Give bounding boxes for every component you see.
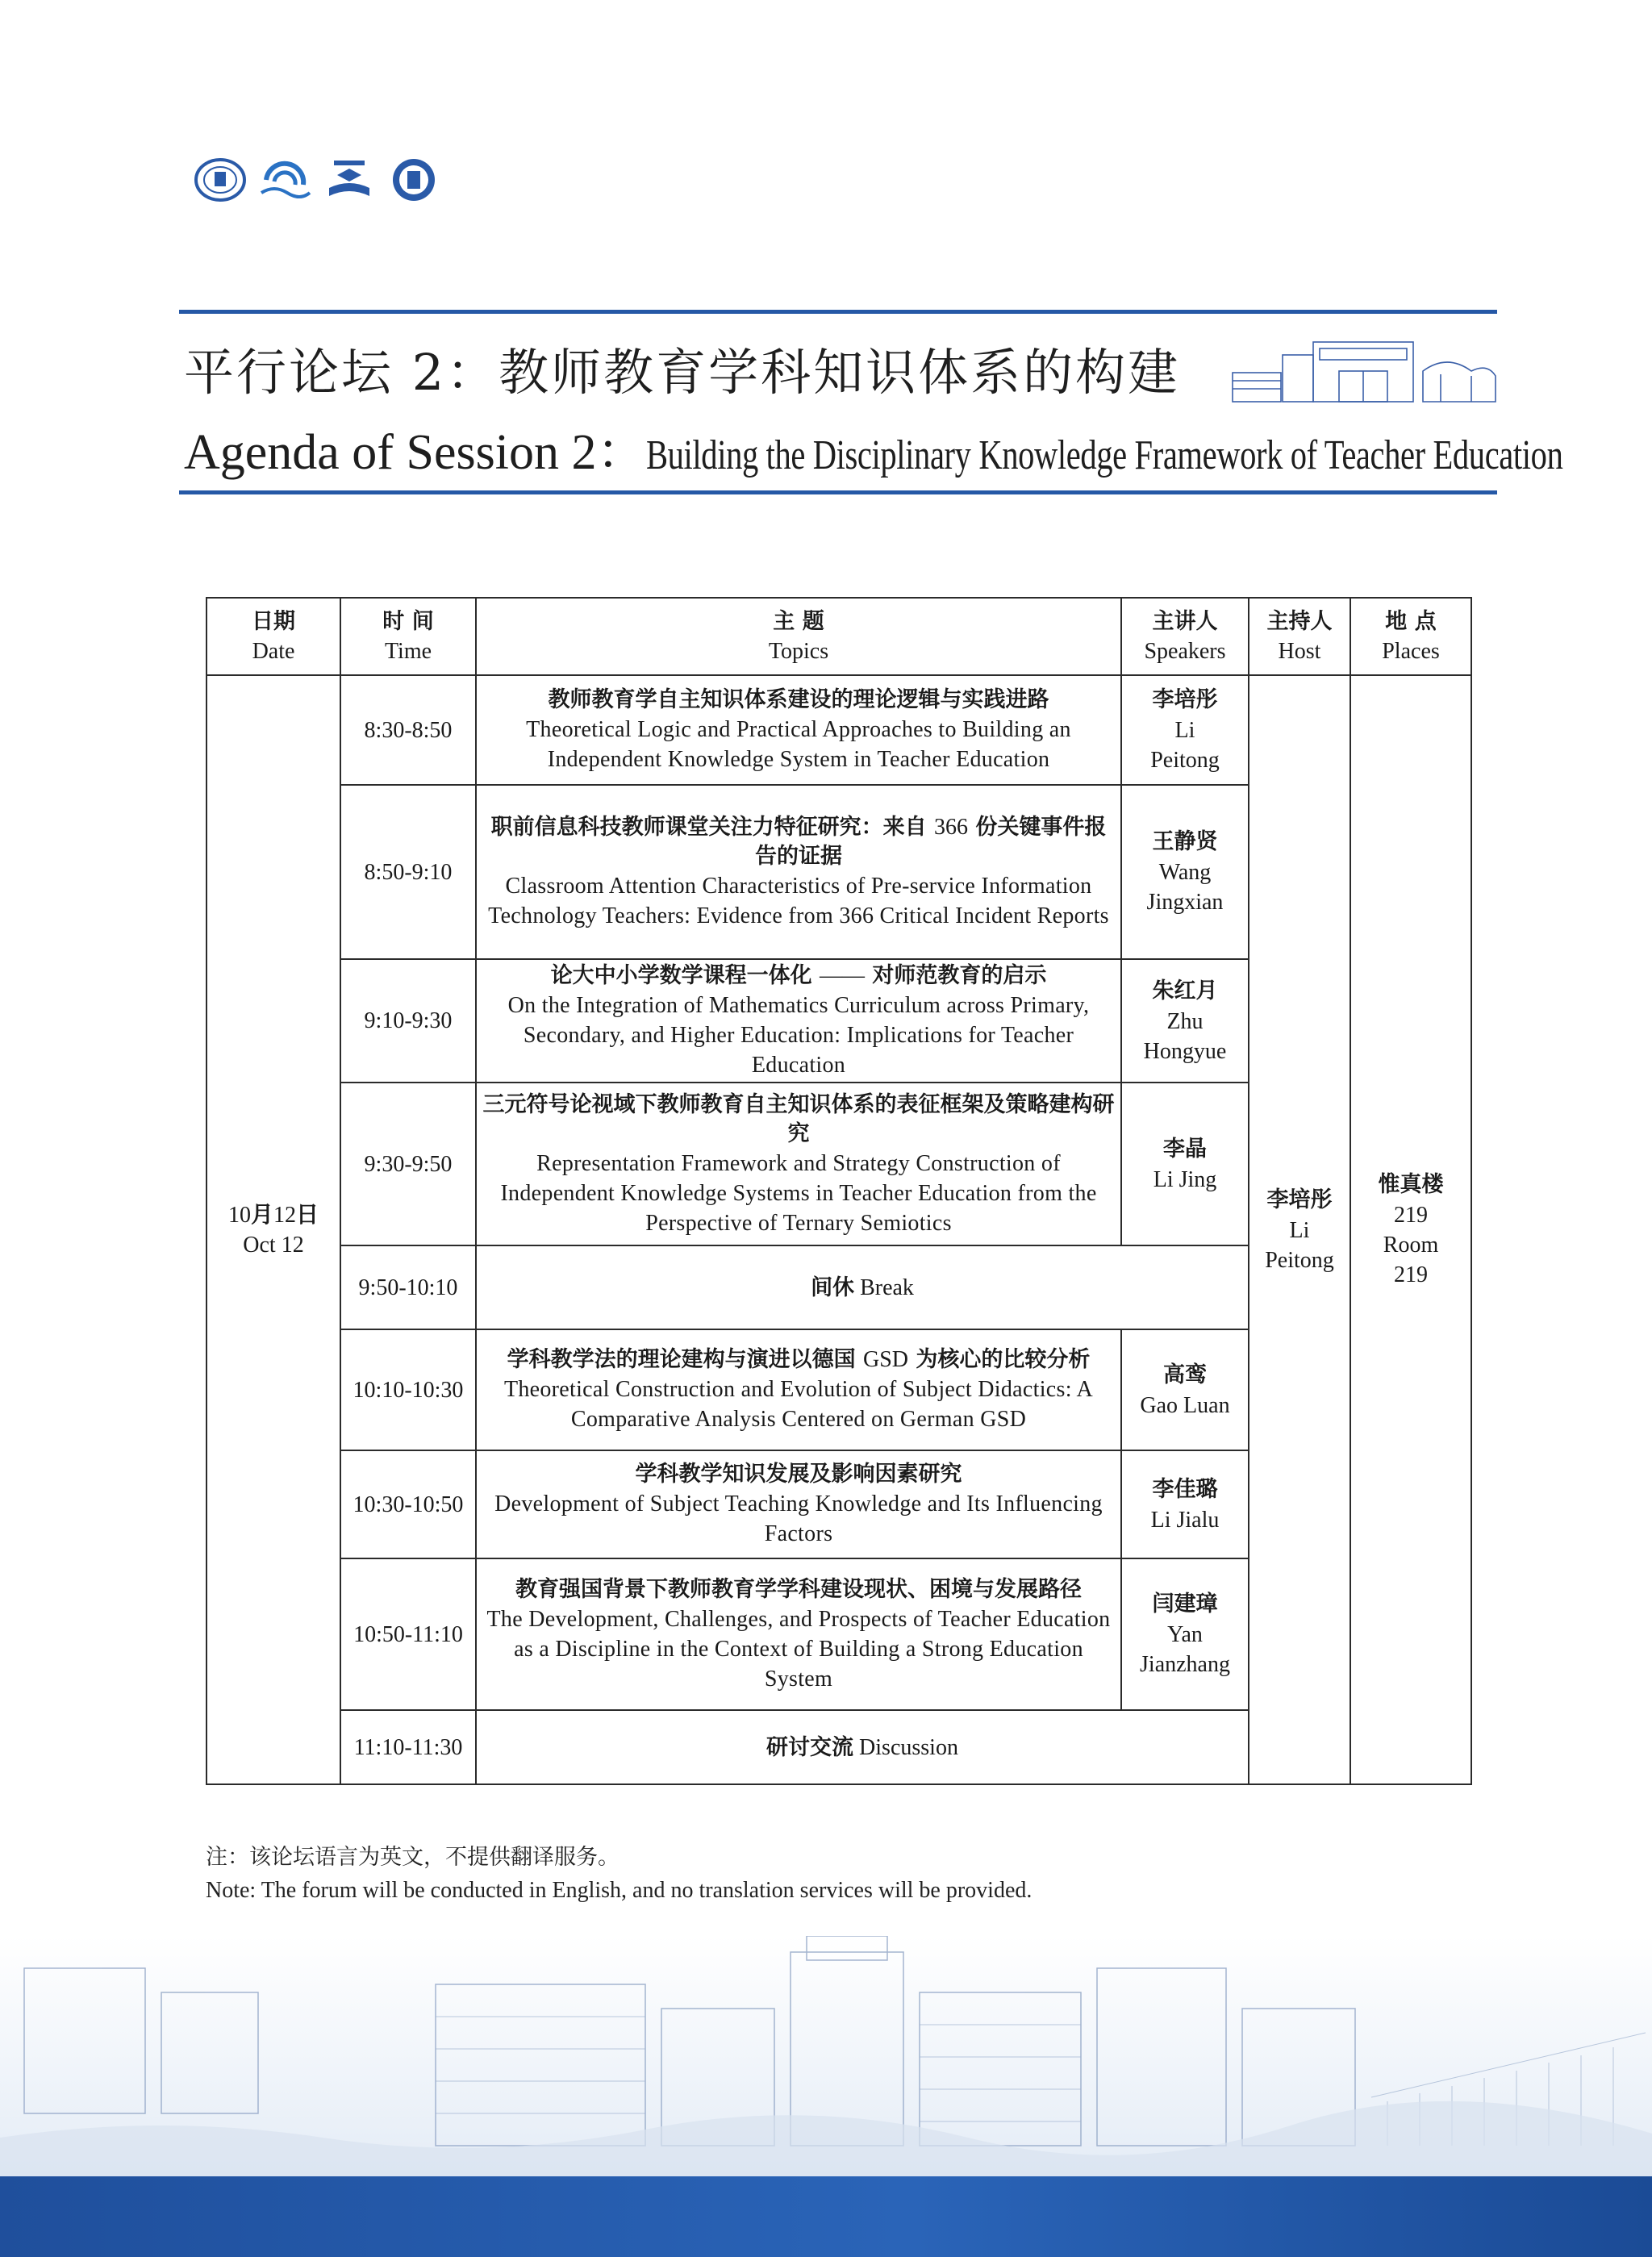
discussion-cell: 研讨交流 Discussion: [476, 1710, 1249, 1784]
topic-cell: 教师教育学自主知识体系建设的理论逻辑与实践进路 Theoretical Logic and Practical Approaches to Building an Independent Knowledge System in Teacher Education: [476, 675, 1121, 785]
time-cell: 8:50-9:10: [340, 785, 476, 959]
break-cell: 间休 Break: [476, 1245, 1249, 1329]
speaker-cell: 李培彤 Li Peitong: [1121, 675, 1249, 785]
speaker-cell: 朱红月 Zhu Hongyue: [1121, 959, 1249, 1083]
partner-logos: [194, 157, 440, 202]
topic-cell: 职前信息科技教师课堂关注力特征研究：来自 366 份关键事件报告的证据 Classroom Attention Characteristics of Pre-service Information Technology Teachers: Evidence from 366 Critical Incident Reports: [476, 785, 1121, 959]
header-places: 地 点 Places: [1350, 598, 1471, 675]
campus-gate-illustration: [1229, 339, 1499, 405]
wave-logo: [258, 157, 311, 202]
time-cell: 8:30-8:50: [340, 675, 476, 785]
table-header-row: [206, 598, 1471, 675]
topic-cell: 学科教学知识发展及影响因素研究 Development of Subject Teaching Knowledge and Its Influencing Factors: [476, 1450, 1121, 1558]
note-cn: 注：该论坛语言为英文，不提供翻译服务。: [206, 1845, 620, 1870]
note-en: Note: The forum will be conducted in English, and no translation services will be provided.: [206, 1878, 1032, 1903]
date-cell: 10月12日 Oct 12: [206, 675, 340, 1784]
book-emblem-logo: [323, 157, 376, 202]
title-en-rest: Building the Disciplinary Knowledge Framework of Teacher Education: [646, 432, 1563, 478]
header-date: 日期 Date: [206, 598, 340, 675]
table-row: [206, 675, 1471, 785]
time-cell: 10:10-10:30: [340, 1329, 476, 1450]
header-speakers: 主讲人 Speakers: [1121, 598, 1249, 675]
time-cell: 10:50-11:10: [340, 1558, 476, 1710]
topic-cell: 三元符号论视域下教师教育自主知识体系的表征框架及策略建构研究 Representation Framework and Strategy Construction of Independent Knowledge Systems in Teacher Education from the Perspective of Ternary Semiotics: [476, 1083, 1121, 1245]
title-en-lead: Agenda of Session 2：: [184, 425, 647, 480]
speaker-cell: 高鸾 Gao Luan: [1121, 1329, 1249, 1450]
page-title-cn: 平行论坛 2：教师教育学科知识体系的构建: [184, 343, 1181, 402]
topic-cell: 论大中小学数学课程一体化 —— 对师范教育的启示 On the Integration of Mathematics Curriculum across Primary, Secondary, and Higher Education: Implications for Teacher Education: [476, 959, 1121, 1083]
header-time: 时 间 Time: [340, 598, 476, 675]
header-top-rule: [179, 310, 1497, 314]
speaker-cell: 王静贤 Wang Jingxian: [1121, 785, 1249, 959]
header-host: 主持人 Host: [1249, 598, 1350, 675]
campus-skyline-illustration: [0, 1936, 1652, 2176]
header-bottom-rule: [179, 490, 1497, 494]
footer-bar: [0, 2176, 1652, 2257]
speaker-cell: 李佳璐 Li Jialu: [1121, 1450, 1249, 1558]
time-cell: 11:10-11:30: [340, 1710, 476, 1784]
time-cell: 9:50-10:10: [340, 1245, 476, 1329]
host-cell: 李培彤 Li Peitong: [1249, 675, 1350, 1784]
topic-cell: 教育强国背景下教师教育学学科建设现状、困境与发展路径 The Development, Challenges, and Prospects of Teacher Education as a Discipline in the Context of Building a Strong Education System: [476, 1558, 1121, 1710]
university-seal-logo: [194, 157, 247, 202]
institute-seal-logo: [387, 157, 440, 202]
topic-cell: 学科教学法的理论建构与演进以德国 GSD 为核心的比较分析 Theoretical Construction and Evolution of Subject Didactics: A Comparative Analysis Centered on German GSD: [476, 1329, 1121, 1450]
time-cell: 9:30-9:50: [340, 1083, 476, 1245]
header-topics: 主 题 Topics: [476, 598, 1121, 675]
page-title-en: [184, 411, 1652, 483]
speaker-cell: 闫建璋 Yan Jianzhang: [1121, 1558, 1249, 1710]
time-cell: 10:30-10:50: [340, 1450, 476, 1558]
place-cell: 惟真楼 219 Room 219: [1350, 675, 1471, 1784]
time-cell: 9:10-9:30: [340, 959, 476, 1083]
speaker-cell: 李晶 Li Jing: [1121, 1083, 1249, 1245]
agenda-table: [206, 597, 1472, 1785]
